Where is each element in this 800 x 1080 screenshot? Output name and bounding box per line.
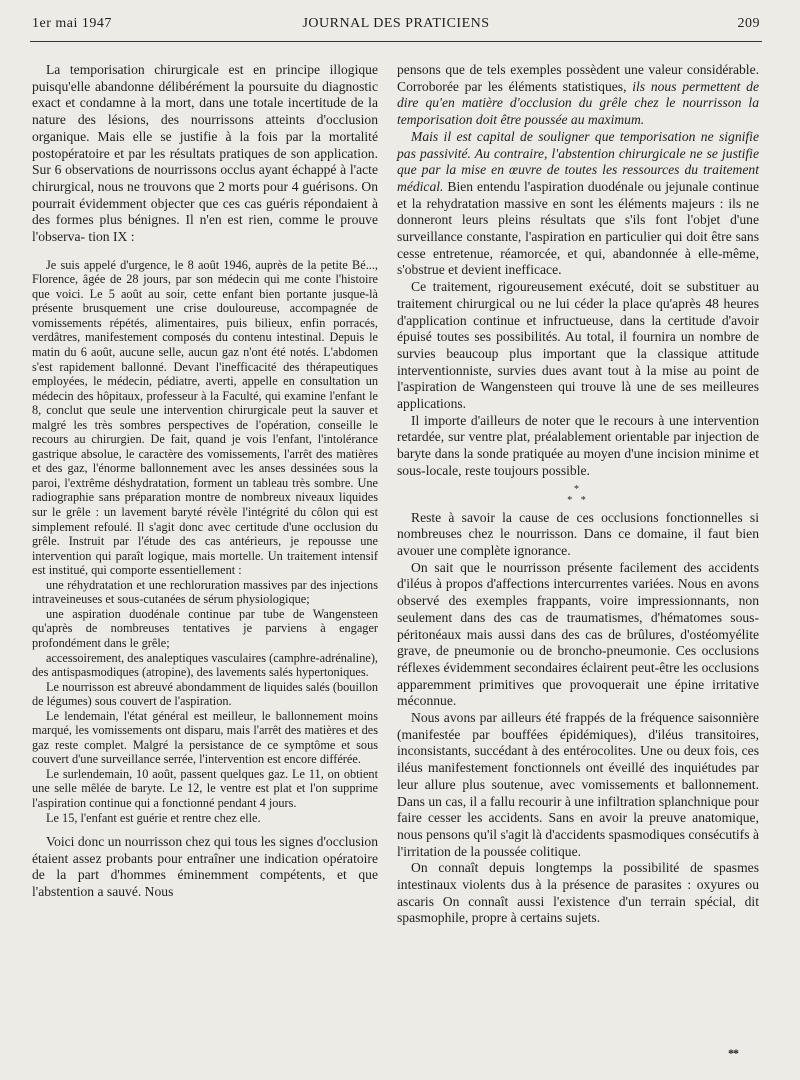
paragraph: Reste à savoir la cause de ces occlusions fonctionnelles si nombreuses chez le nourrisson. Dans ce domaine, il faut bien avouer une complète ignorance. — [397, 509, 759, 558]
paragraph — [397, 129, 759, 279]
paragraph-text: Bien entendu l'aspiration duodénale ou jejunale continue et la rehydratation massive en sont les éléments majeurs : ils ne donneront leurs pleins résultats que s'ils font l'objet d'une surveillance constante, l'aspiration en particulier qui doit être sans cesse entretenue, réamorcée, et qui, abandonnée à elle-même, s'obstrue et devient inefficace. — [397, 178, 759, 278]
observation-paragraph: Le nourrisson est abreuvé abondamment de liquides salés (bouillon de légumes) sous couvert de l'aspiration. — [32, 679, 378, 709]
paragraph: La temporisation chirurgicale est en principe illogique puisqu'elle abandonne délibérément la poursuite du diagnostic exact et condamne à la mort, dans une totale incertitude de la nature des lésions, des nourrissons atteints d'occlusion organique. Mais elle se justifie à la fois par la mortalité postopératoire et par les résultats pratiques de son application. Sur 6 observations de nourrissons occlus ayant échappé à l'acte chirurgical, nous ne trouvons que 2 morts pour 4 guérisons. On pourrait évidemment objecter que ces cas guéris répondaient à des formes plus bénignes. Il n'en est rien, comme le prouve l'observa- tion IX : — [32, 62, 378, 245]
italic-text: Mais il est capital de souligner que temporisation ne signifie pas passivité. Au contraire, l'abstention chirurgicale ne se justifie que par la mise en œuvre de toutes les ressources du traitement médical. — [397, 128, 759, 194]
footer-mark: ** — [728, 1046, 738, 1060]
observation-paragraph: une réhydratation et une rechloruration massives par des injections intraveineuses et sous-cutanées de sérum physiologique; — [32, 577, 378, 607]
observation-paragraph: une aspiration duodénale continue par tube de Wangensteen qu'après de nombreuses tentatives je parviens à engager profondément dans le grêle; — [32, 606, 378, 650]
right-column — [397, 62, 759, 927]
paragraph: On connaît depuis longtemps la possibilité de spasmes intestinaux violents dus à la présence de parasites : oxyures ou ascaris On connaît aussi l'existence d'un terrain spécial, dit spasmophile, propre à certains sujets. — [397, 860, 759, 926]
header-date: 1er mai 1947 — [32, 16, 112, 31]
observation-paragraph: Le 15, l'enfant est guérie et rentre chez elle. — [46, 810, 261, 825]
paragraph — [397, 62, 759, 129]
header-rule — [30, 41, 762, 42]
paragraph: Nous avons par ailleurs été frappés de la fréquence saisonnière (manifestée par bouffées épidémiques), d'iléus transitoires, inconsistants, succédant à des entérocolites. Une ou deux fois, ces iléus manifestement fonctionnels ont éveillé des inquiétudes par leur allure plus soutenue, avec vomissements et ballonnement. Dans un cas, il a fallu recourir à une infiltration splanchnique pour faire cesser les accidents. Sans en avoir la preuve anatomique, nous pensons qu'il s'agit là d'accidents spasmodiques consécutifs à l'irritation de la poussée colitique. — [397, 710, 759, 859]
paragraph-text: pensons que de tels exemples possèdent une valeur considérable. Corroborée par les éléments statistiques, — [397, 62, 759, 94]
observation-paragraph: Le lendemain, l'état général est meilleur, le ballonnement moins marqué, les vomissements ont disparu, mais l'arrêt des matières et des gaz reste complet. Malgré la persistance de ce symptôme et sous couvert d'une surveillance serrée, l'intervention est encore différée. — [32, 708, 378, 767]
running-header — [32, 16, 760, 38]
paragraph: Voici donc un nourrisson chez qui tous les signes d'occlusion étaient assez probants pour entraîner une indication opératoire de la part d'hommes éminemment compétents, et que l'abstention a sauvé. Nous — [32, 834, 378, 900]
header-page-number: 209 — [737, 16, 760, 31]
observation-paragraph: accessoirement, des analeptiques vasculaires (camphre-adrénaline), des antispasmodiques (atropine), des lavements salés hypertoniques. — [32, 650, 378, 680]
paragraph: Il importe d'ailleurs de noter que le recours à une intervention retardée, sur ventre plat, préalablement orientable par injection de baryte dans la sonde pratiquée au moyen d'une incision minime et sous-locale, reste toujours possible. — [397, 412, 759, 478]
paragraph: Ce traitement, rigoureusement exécuté, doit se substituer au traitement chirurgical ou ne lui céder la place qu'après 48 heures d'application continue et infructueuse, dans la certitude d'avoir épuisé toutes ses possibilités. Au total, il fournira un nombre de survies beaucoup plus important que la classique attitude interventionniste, survies dues avant tout à la mise au point de l'aspiration de Wangensteen qui trouve là une de ses meilleures applications. — [397, 279, 759, 412]
italic-text: ils nous permettent de dire qu'en matière d'occlusion du grêle chez le nourrisson la temporisation doit être poussée au maximum. — [397, 78, 759, 128]
separator-star: * — [574, 483, 582, 495]
paragraph: On sait que le nourrisson présente facilement des accidents d'iléus à propos d'affections intercurrentes variées. Nous en avons observé des exemples frappants, voire impressionnants, non seulement dans des cas de traumatismes, d'hématomes sous-péritonéaux mais aussi dans des cas de brûlures, d'ostéomyélite grave, de pneumonie ou de broncho-pneumonie. Ces occlusions réflexes évidemment secondaires éclairent peut-être les occlusions apparemment primitives que provoquerait une épine irritative méconnue. — [397, 559, 759, 709]
observation-paragraph: Je suis appelé d'urgence, le 8 août 1946, auprès de la petite Bé..., Florence, âgée de 28 jours, par son médecin qui me conte l'histoire que voici. Le 5 août au soir, cette enfant bien portante jusque-là présente brusquement une crise douloureuse, accompagnée de vomissements répétés, alimentaires, puis bilieux, enfin porracés, verdâtres, manifestement composés du contenu intestinal. Depuis le matin du 6 août, aucune selle, aucun gaz n'ont été notés. L'abdomen s'est rapidement ballonné. Devant l'inefficacité des thérapeutiques employées, le médecin, pédiatre, averti, appelle en consultation un médecin des hôpitaux, professeur à la Faculté, qui examine l'enfant le 8, conclut que seule une intervention chirurgicale peut la sauver et malgré les très sombres perspectives de l'opération, conseille le recours au chirurgien. De fait, quand je vois l'enfant, l'intolérance gastrique absolue, le caractère des vomissements, l'arrêt des matières et des gaz, l'énorme ballonnement avec les anses dessinées sous la paroi, l'extrême déshydratation, forment un tableau très sombre. Une radiographie sans préparation montre de nombreux niveaux liquides sur le grêle : un lavement baryté révèle l'intégrité du côlon qui est simplement refoulé. Il s'agit donc avec certitude d'une occlusion du grêle. Instruit par l'étude des cas antérieurs, je repousse une intervention qui paraît logique, mais mortelle. Un traitement intensif est institué, qui comporte essentiellement : — [32, 257, 378, 578]
separator-stars: * * — [567, 494, 589, 506]
section-separator — [397, 484, 759, 506]
observation-paragraph: Le surlendemain, 10 août, passent quelques gaz. Le 11, on obtient une selle mêlée de baryte. Le 12, le ventre est plat et l'on supprime l'aspiration continue qui a fonctionné pendant 4 jours. — [32, 766, 378, 810]
left-column — [32, 62, 378, 901]
header-journal-title: JOURNAL DES PRATICIENS — [302, 16, 490, 31]
